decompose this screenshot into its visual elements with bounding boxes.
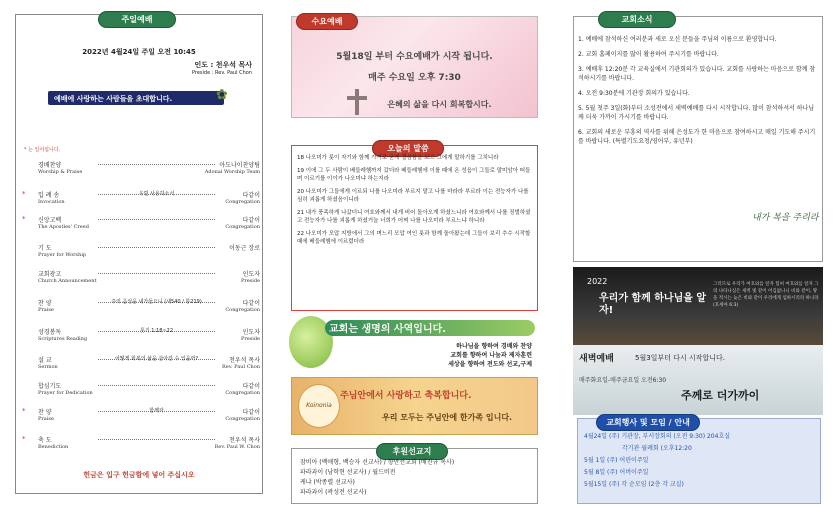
- order-item-ko: 찬 양: [38, 409, 52, 416]
- order-row: [38, 269, 260, 284]
- order-leader-ko: 다같이: [242, 300, 260, 307]
- order-row: [22, 435, 260, 450]
- event-item: 5월 8일 (주) 어버이주일: [584, 469, 649, 476]
- order-item-en: Sermon: [38, 364, 58, 370]
- order-item-en: The Apostles' Creed: [38, 224, 89, 230]
- order-leader-en: Rev. Paul W. Chon: [214, 444, 260, 450]
- stand-star-icon: *: [22, 190, 26, 198]
- order-leader-en: Preside: [240, 336, 260, 342]
- events-list: [584, 431, 730, 491]
- welcome-banner: 예배에 사랑하는 사람들을 초대합니다.: [48, 91, 224, 105]
- order-item-detail: [98, 243, 215, 248]
- koinonia-title: 주님안에서 사랑하고 축복합니다.: [340, 391, 472, 401]
- verse-item: 21 내가 풍족하게 나갔더니 여호와께서 내게 비어 돌아오게 하셨느니라 여호와께서 나를 징벌하셨고 전능자가 나를 괴롭게 하셨거늘 너희가 어찌 나를 나오미라 부르느냐 하니라: [297, 210, 531, 224]
- order-row: [22, 407, 260, 422]
- dawn-verse: 그러므로 우리가 여호와를 알자 힘써 여호와를 알자 그의 나타나심은 새벽 빛 같이 어김없나니 비와 같이, 땅을 적시는 늦은 비와 같이 우리에게 임하시리라 하니라 (호세아 6:3): [713, 282, 819, 308]
- preside-en: Preside : Rev. Paul Chon: [191, 70, 252, 76]
- koinonia-logo: Koinonia: [298, 384, 340, 428]
- order-item-en: Scriptures Reading: [38, 336, 88, 342]
- order-item-en: Church Announcement: [38, 278, 97, 284]
- order-item-leader: [241, 269, 260, 284]
- right-column: [573, 14, 823, 494]
- order-item-ko: 축 도: [38, 437, 52, 444]
- order-item-ko: 설 교: [38, 357, 52, 364]
- order-item-detail: [98, 381, 215, 386]
- order-leader-en: Congregation: [225, 416, 260, 422]
- todays-word-header: 오늘의 말씀: [372, 140, 444, 157]
- order-item-ko: 합심기도: [38, 383, 62, 390]
- news-item: 5. 5월 첫주 3일(화)부터 소성전에서 새벽예배를 다시 시작합니다. 많이 참석하셔서 하나님께 더욱 가까이 가시기를 바랍니다.: [578, 105, 815, 121]
- signature: 내가 복을 주리라: [752, 213, 819, 223]
- order-item-ko: 성경봉독: [38, 329, 62, 336]
- stand-star-icon: *: [22, 407, 26, 415]
- events-panel: [577, 418, 821, 504]
- mission-panel: [291, 448, 538, 504]
- church-news-panel: [573, 16, 823, 262]
- news-item: 2. 교회 홈페이지를 많이 활용하여 주시기를 바랍니다.: [578, 51, 719, 58]
- order-leader-ko: 인도자: [242, 329, 260, 336]
- order-row: [38, 327, 260, 342]
- events-header: 교회행사 및 모임 / 안내: [596, 414, 700, 431]
- stand-star-icon: *: [22, 215, 26, 223]
- order-row: [38, 381, 260, 396]
- order-leader-ko: 천우석 목사: [229, 437, 260, 444]
- order-row: [38, 298, 260, 313]
- order-leader-ko: 다같이: [242, 192, 260, 199]
- order-leader-ko: 이동근 장로: [229, 245, 260, 252]
- event-item: 5월15일 (주) 각 순모임 (2층 각 교실): [584, 481, 684, 488]
- order-item-ko: 교회광고: [38, 271, 62, 278]
- middle-column: [287, 14, 542, 494]
- dawn-title: 우리가 함께 하나님을 알자!: [599, 293, 707, 316]
- sunday-worship-panel: [15, 14, 263, 494]
- wednesday-header: 수요예배: [296, 13, 358, 30]
- order-item-ko: 입 례 송: [38, 192, 60, 199]
- order-leader-ko: 천우석 목사: [229, 357, 260, 364]
- order-item-detail: 어떻게 회복의 삶을 살아갈 수 있을까?: [98, 355, 215, 360]
- order-leader-en: Congregation: [225, 307, 260, 313]
- order-item-detail: [98, 160, 215, 165]
- order-leader-en: Preside: [240, 278, 260, 284]
- vision-card: [285, 314, 540, 374]
- order-item-detail: 롯기 1:18~22: [98, 327, 215, 332]
- order-item-leader: [225, 215, 260, 230]
- mission-item: 파라과이 (곽성전 선교사): [300, 489, 367, 496]
- news-item: 3. 예배후 12:20분 각 교육실에서 기관회의가 있습니다. 교회를 사랑하는 마음으로 함께 참석하시기를 바랍니다.: [578, 66, 816, 82]
- wednesday-subtitle: 은혜의 삶을 다시 회복합시다.: [387, 100, 492, 109]
- dawn-start: 5월3일부터 다시 시작합니다.: [635, 354, 725, 362]
- order-row: [22, 215, 260, 230]
- order-leader-ko: 아도나이찬양팀: [219, 162, 260, 169]
- verse-item: 22 나오미가 모압 지방에서 그의 며느리 모압 여인 룻과 함께 돌아왔는데 그들이 보리 추수 시작할 때에 베들레헴에 이르렀더라: [297, 231, 531, 245]
- dawn-time: 매주화요일-매주금요일 오전6:30: [579, 377, 667, 384]
- order-row: [22, 190, 260, 205]
- order-leader-ko: 다같이: [242, 409, 260, 416]
- vision-line: 하나님을 향하여 경배와 찬양: [456, 343, 532, 350]
- order-leader-ko: 다같이: [242, 217, 260, 224]
- order-row: [38, 355, 260, 370]
- order-item-leader: [225, 381, 260, 396]
- koinonia-card: [291, 377, 538, 435]
- event-item: 각기관 월례회 (오후12:20: [622, 445, 692, 452]
- order-item-detail: [98, 269, 215, 274]
- order-item-ko: 경배찬양: [38, 162, 62, 169]
- order-row: [38, 160, 260, 175]
- order-item-en: Praise: [38, 416, 54, 422]
- event-item: 5월 1일 (주) 어린이주일: [584, 457, 649, 464]
- dawn-slogan: 주께로 더가까이: [681, 389, 760, 402]
- order-item-en: Worship & Praise: [38, 169, 83, 175]
- sunday-worship-header: 주일예배: [98, 11, 176, 28]
- order-item-ko: 신앙고백: [38, 217, 62, 224]
- order-item-ko: 기 도: [38, 245, 52, 252]
- order-item-ko: 찬 양: [38, 300, 52, 307]
- dawn-service-card: [573, 345, 823, 415]
- order-item-en: Praise: [38, 307, 54, 313]
- todays-word-panel: [291, 145, 538, 311]
- stand-note: * 는 일어섭니다.: [24, 147, 61, 153]
- wednesday-title: 5월18일 부터 수요예배가 시작 됩니다.: [336, 52, 493, 62]
- koinonia-subtitle: 우리 모두는 주님안에 한가족 입니다.: [382, 413, 513, 422]
- order-item-en: Benediction: [38, 444, 69, 450]
- order-item-leader: [229, 243, 260, 252]
- mission-item: 잠비아 (백애형, 백승자 선교사) / 향만선교회 (배진규 목사): [300, 459, 455, 466]
- verse-item: 19 이에 그 두 사람이 베들레헴까지 갔더라 베들레헴에 이를 때에 온 성읍이 그들로 말미암아 떠들며 이르기를 이이가 나오미냐 하는지라: [297, 168, 531, 182]
- order-item-leader: [215, 435, 260, 450]
- event-item: 4월24일 (주) 기관장, 부서장회의 (오전 9:30) 204호실: [584, 433, 731, 440]
- order-item-en: Prayer for Worship: [38, 252, 87, 258]
- verse-item: 18 나오미가 룻이 자기와 함께 가기로 굳게 결심함을 보고 그에게 말하기를 그치니라: [297, 155, 499, 161]
- vision-line: 교회를 향하여 나눔과 제자훈련: [450, 352, 532, 359]
- order-item-leader: [225, 407, 260, 422]
- mission-list: [300, 458, 454, 498]
- order-item-leader: [241, 327, 260, 342]
- order-leader-en: Congregation: [225, 224, 260, 230]
- order-item-leader: [205, 160, 260, 175]
- order-leader-en: Congregation: [225, 390, 260, 396]
- order-item-leader: [222, 355, 260, 370]
- mission-header: 후원선교지: [376, 443, 448, 460]
- news-list: [578, 35, 816, 152]
- order-leader-ko: 인도자: [242, 271, 260, 278]
- flower-icon: ✿: [216, 87, 228, 103]
- news-item: 4. 오전 9:30분에 기관장 회의가 있습니다.: [578, 90, 690, 97]
- vision-title: 교회는 생명의 사역입니다.: [325, 320, 535, 336]
- order-item-detail: 우릴 사용하소서: [98, 190, 215, 195]
- news-item: 1. 예배에 참석하신 여러분과 새로 오신 분들을 주님의 이름으로 환영합니다.: [578, 36, 777, 43]
- order-item-en: Prayer for Dedication: [38, 390, 93, 396]
- order-leader-en: Congregation: [225, 199, 260, 205]
- order-item-leader: [225, 190, 260, 205]
- verse-list: [297, 154, 533, 251]
- wednesday-time: 매주 수요일 오후 7:30: [368, 73, 461, 83]
- order-item-detail: 함께자: [98, 407, 215, 412]
- service-date: 2022년 4월24일 주일 오전 10:45: [82, 48, 196, 56]
- order-leader-ko: 다같이: [242, 383, 260, 390]
- order-item-detail: [98, 215, 215, 220]
- order-item-detail: [98, 435, 215, 440]
- order-item-en: Invocation: [38, 199, 65, 205]
- church-news-header: 교회소식: [598, 11, 676, 28]
- mission-item: 파라과이 (남학현 선교사) / 월드비전: [300, 469, 396, 476]
- wednesday-card: [291, 16, 538, 118]
- verse-item: 20 나오미가 그들에게 이르되 나를 나오미라 부르지 말고 나를 마라라 부르라 이는 전능자가 나를 심히 괴롭게 하셨음이니라: [297, 189, 529, 203]
- offering-note: 헌금은 입구 헌금함에 넣어 주십시오: [83, 471, 195, 479]
- order-item-detail: 주의 음성을 내가들으니 (새540 / 통219): [98, 298, 215, 303]
- mission-item: 케냐 (박종렬 선교사): [300, 479, 355, 486]
- vision-lines: [448, 342, 532, 369]
- dawn-year: 2022: [587, 277, 608, 286]
- order-leader-en: Adonai Worship Team: [204, 169, 260, 175]
- news-item: 6. 교회의 새로운 부흥의 역사를 위해 은성도가 한 마음으로 참여하시고 매일 기도해 주시기를 바랍니다. (특별기도요청/영어부, 유년부): [578, 129, 816, 145]
- dawn-header: 새벽예배: [579, 354, 614, 364]
- stand-star-icon: *: [22, 435, 26, 443]
- dawn-banner: [573, 267, 823, 345]
- order-row: [38, 243, 260, 258]
- preside-ko: 인도 : 천우석 목사: [194, 61, 252, 69]
- vision-line: 세상을 향하여 전도와 선교,구제: [448, 361, 532, 368]
- order-item-leader: [225, 298, 260, 313]
- order-leader-en: Rev. Paul Chon: [222, 364, 260, 370]
